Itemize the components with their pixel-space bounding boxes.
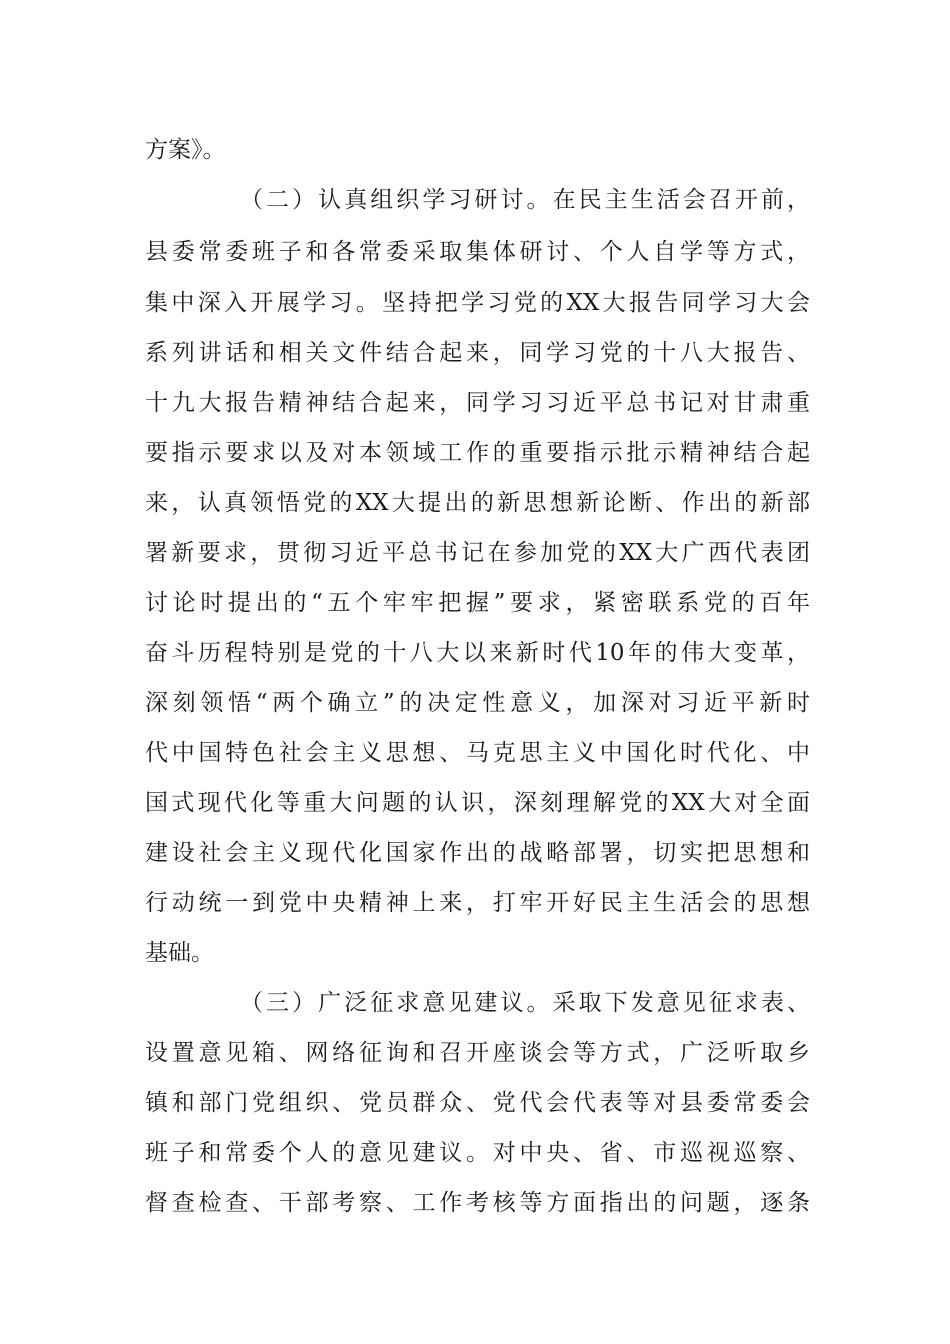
- paragraph-line: 镇和部门党组织、党员群众、党代会代表等对县委常委会: [145, 1090, 810, 1116]
- paragraph-line: 奋斗历程特别是党的十八大以来新时代10年的伟大变革，: [145, 640, 810, 666]
- paragraph-line: 行动统一到党中央精神上来，打牢开好民主生活会的思想: [145, 890, 810, 916]
- paragraph-line: 基础。: [145, 940, 214, 966]
- paragraph-line: 集中深入开展学习。坚持把学习党的XX大报告同学习大会: [145, 290, 810, 316]
- paragraph-line: 署新要求，贯彻习近平总书记在参加党的XX大广西代表团: [145, 540, 810, 566]
- paragraph-line: 代中国特色社会主义思想、马克思主义中国化时代化、中: [145, 740, 810, 766]
- paragraph-line: 县委常委班子和各常委采取集体研讨、个人自学等方式，: [145, 239, 810, 265]
- paragraph-line: 深刻领悟“两个确立”的决定性意义，加深对习近平新时: [145, 690, 810, 716]
- paragraph-line: 设置意见箱、网络征询和召开座谈会等方式，广泛听取乡: [145, 1040, 810, 1066]
- paragraph-line: 要指示要求以及对本领域工作的重要指示批示精神结合起: [145, 440, 810, 466]
- paragraph-line: （三）广泛征求意见建议。采取下发意见征求表、: [240, 990, 810, 1016]
- paragraph-line: 十九大报告精神结合起来，同学习习近平总书记对甘肃重: [145, 390, 810, 416]
- paragraph-line: 国式现代化等重大问题的认识，深刻理解党的XX大对全面: [145, 790, 810, 816]
- paragraph-line: 督查检查、干部考察、工作考核等方面指出的问题，逐条: [145, 1190, 810, 1216]
- paragraph-line: 来，认真领悟党的XX大提出的新思想新论断、作出的新部: [145, 490, 810, 516]
- paragraph-line: 班子和常委个人的意见建议。对中央、省、市巡视巡察、: [145, 1140, 810, 1166]
- paragraph-line: 方案》。: [145, 137, 226, 163]
- paragraph-line: 讨论时提出的“五个牢牢把握”要求，紧密联系党的百年: [145, 590, 810, 616]
- paragraph-line: 建设社会主义现代化国家作出的战略部署，切实把思想和: [145, 840, 810, 866]
- paragraph-line: （二）认真组织学习研讨。在民主生活会召开前，: [240, 187, 810, 213]
- paragraph-line: 系列讲话和相关文件结合起来，同学习党的十八大报告、: [145, 340, 810, 366]
